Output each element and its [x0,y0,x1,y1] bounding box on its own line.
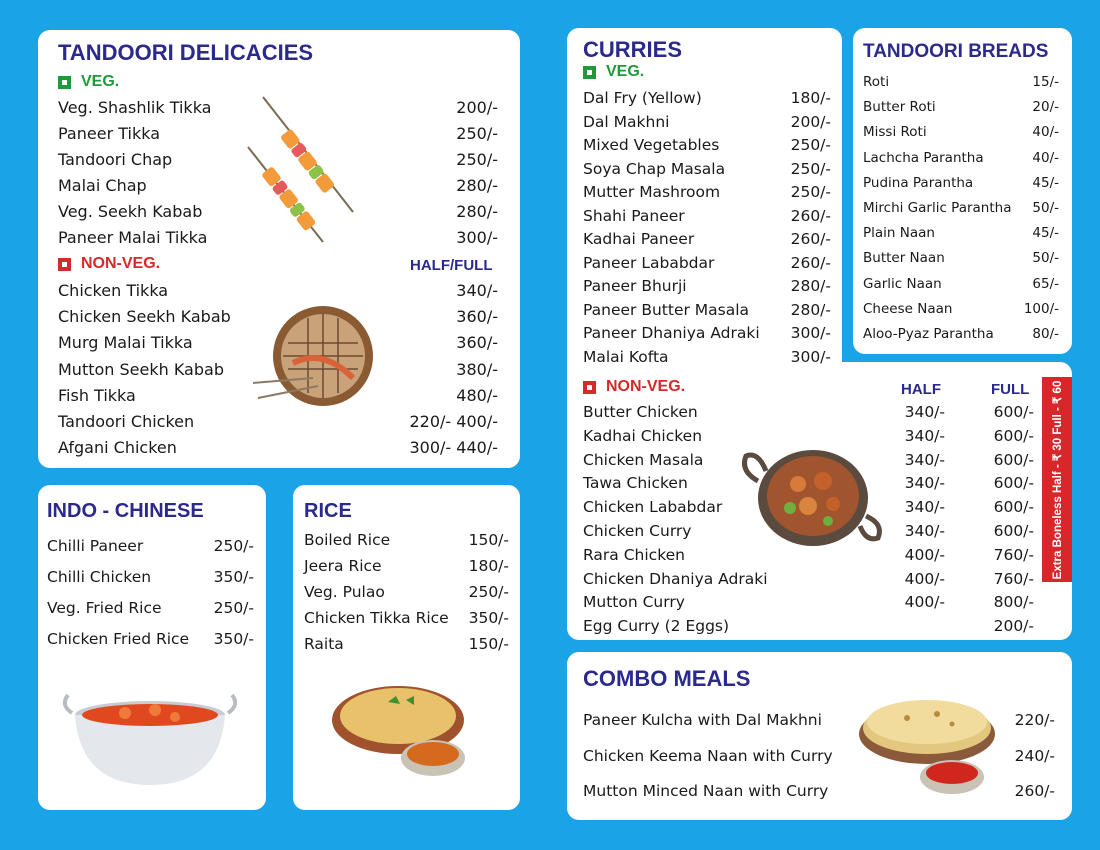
item-name: Veg. Pulao [304,583,385,601]
menu-item-half-price: 340/- [904,450,945,469]
item-price: 280/- [456,176,498,195]
menu-item-name: Egg Curry (2 Eggs) [583,617,730,636]
item-name: Tandoori Chicken [58,412,195,431]
item-name: Mutter Mashroom [583,183,721,201]
veg-mark-icon [583,66,596,79]
item-name: Paneer Dhaniya Adraki [583,324,760,342]
item-name: Raita [304,635,344,653]
item-price: 350/- [213,630,254,648]
menu-item-name: Chicken Curry [583,522,692,540]
item-name: Paneer Butter Masala [583,300,750,319]
item-price: 80/- [1032,326,1059,342]
item-name: Cheese Naan [863,300,953,317]
item-price: 20/- [1032,99,1059,116]
item-price: 180/- [790,89,831,107]
item-name: Mirchi Garlic Parantha [863,200,1012,216]
curries-nonveg-heading [583,378,685,396]
item-name: Aloo-Pyaz Parantha [863,326,994,342]
menu-item [583,254,831,272]
menu-item [583,183,831,201]
item-name: Chicken Seekh Kabab [58,307,231,327]
item-name: Fish Tikka [58,385,136,405]
menu-item-name: Mutton Curry [583,593,685,612]
item-price: 50/- [1032,250,1059,267]
item-price: 300/- [456,228,498,247]
item-price: 240/- [1014,746,1055,765]
item-name: Butter Roti [863,99,936,116]
combo-meals-title: COMBO MEALS [583,666,751,691]
item-price: 15/- [1032,74,1059,90]
menu-item [863,150,1059,166]
tandoori-breads-title: TANDOORI BREADS [863,41,1049,62]
menu-item [583,277,831,295]
item-price: 280/- [790,277,831,295]
menu-item [304,531,509,549]
curries-half-header: HALF [901,381,941,398]
item-price: 250/- [790,183,831,201]
item-name: Garlic Naan [863,275,942,292]
item-name: Plain Naan [863,225,935,242]
menu-item-half-price: 400/- [904,569,945,588]
item-name: Paneer Kulcha with Dal Makhni [583,711,822,729]
curries-title: CURRIES [583,37,683,62]
menu-item-full-price: 760/- [993,569,1034,588]
menu-item-name: Chicken Lababdar [583,498,723,517]
item-price: 65/- [1032,275,1059,292]
item-price: 50/- [1032,200,1059,216]
menu-item-half-price: 400/- [904,593,945,612]
menu-item-full-price: 600/- [993,426,1034,445]
menu-item-half-price: 340/- [904,403,945,421]
menu-item-half-price: 340/- [904,522,945,540]
indo-chinese-title: INDO - CHINESE [47,500,204,522]
item-name: Afgani Chicken [58,438,177,458]
item-price: 350/- [213,568,254,586]
item-price: 250/- [213,599,254,617]
extra-boneless-ribbon [1042,377,1072,582]
menu-item [47,630,254,648]
item-price: 260/- [790,206,831,225]
item-name: Soya Chap Masala [583,159,726,178]
menu-item-half-price: 340/- [904,426,945,445]
item-price: 220/- [1014,711,1055,729]
item-name: Veg. Fried Rice [47,599,162,617]
item-name: Paneer Malai Tikka [58,228,208,247]
item-name: Boiled Rice [304,531,391,549]
menu-item [863,99,1059,115]
rice-bowl-icon [328,680,478,790]
item-price: 220/- 400/- [409,412,498,431]
menu-item-half-price: 340/- [904,474,945,493]
menu-item-full-price: 600/- [993,403,1034,421]
item-name: Missi Roti [863,124,927,141]
item-name: Dal Makhni [583,112,670,131]
item-price: 200/- [790,112,831,131]
item-name: Paneer Bhurji [583,277,687,295]
item-price: 280/- [790,300,831,319]
item-name: Paneer Tikka [58,124,161,143]
item-name: Pudina Parantha [863,174,974,191]
item-name: Mutton Minced Naan with Curry [583,782,829,800]
item-name: Chicken Tikka Rice [304,609,449,627]
tandoor-grill-icon [253,298,383,418]
menu-item [58,438,498,457]
item-price: 40/- [1032,149,1059,166]
item-name: Mutton Seekh Kabab [58,359,224,379]
item-price: 250/- [456,124,498,143]
item-price: 350/- [468,609,509,627]
item-price: 380/- [456,359,498,379]
menu-item [47,568,254,586]
item-price: 250/- [456,150,498,169]
menu-item [583,348,831,366]
tandoori-breads-panel [853,28,1072,354]
menu-item-full-price: 600/- [993,522,1034,540]
item-price: 360/- [456,333,498,353]
item-name: Malai Kofta [583,347,669,366]
menu-item-full-price: 600/- [993,474,1034,493]
item-name: Murg Malai Tikka [58,333,193,353]
menu-item [863,74,1059,90]
kadhai-pan-icon [738,436,888,556]
menu-item [863,250,1059,266]
menu-item-full-price: 600/- [993,498,1034,517]
item-price: 45/- [1032,174,1059,191]
item-name: Mixed Vegetables [583,136,720,154]
item-price: 280/- [456,202,498,221]
menu-item [583,89,831,107]
item-price: 45/- [1032,225,1059,242]
item-name: Chilli Chicken [47,568,152,586]
menu-item [863,225,1059,241]
curries-veg-label: VEG. [606,63,645,80]
item-price: 480/- [456,385,498,405]
item-name: Veg. Shashlik Tikka [58,98,212,117]
menu-item [47,599,254,617]
menu-item [304,609,509,627]
item-price: 250/- [468,583,509,601]
curry-bowl-icon [60,685,240,795]
menu-item-half-price: 400/- [904,545,945,564]
nonveg-mark-icon [583,381,596,394]
item-price: 300/- 440/- [409,438,498,458]
item-price: 250/- [213,537,254,555]
item-name: Lachcha Parantha [863,149,984,166]
item-name: Paneer Lababdar [583,253,715,272]
menu-item-name: Kadhai Chicken [583,426,703,445]
menu-item [583,207,831,225]
tandoori-nonveg-label: NON-VEG. [81,255,161,272]
menu-item [304,583,509,601]
item-price: 150/- [468,635,509,653]
menu-item [583,301,831,319]
menu-item-full-price: 760/- [993,545,1034,564]
menu-item [863,175,1059,191]
skewer-kebab-icon [243,92,373,252]
menu-item-full-price: 800/- [993,593,1034,612]
extra-boneless-text: Extra Boneless Half - ₹ 30 Full - ₹ 60 [1052,380,1064,579]
menu-item-half-price: 340/- [904,498,945,517]
menu-item [863,124,1059,140]
combo-meals-panel [567,652,1072,820]
menu-item [47,537,254,555]
item-price: 100/- [1023,300,1059,317]
menu-item-name: Butter Chicken [583,403,698,421]
curries-full-header: FULL [991,381,1030,398]
menu-item [863,276,1059,292]
item-price: 300/- [790,347,831,366]
item-name: Tandoori Chap [58,150,173,169]
item-price: 180/- [468,557,509,575]
item-name: Veg. Seekh Kabab [58,202,203,221]
item-price: 200/- [456,98,498,117]
curries-veg-heading [583,63,644,81]
tandoori-nonveg-heading [58,255,160,273]
item-price: 260/- [790,230,831,248]
item-name: Jeera Rice [304,557,382,575]
rice-panel [293,485,520,810]
item-name: Chicken Tikka [58,281,169,300]
indo-chinese-panel [38,485,266,810]
menu-item [304,635,509,653]
item-price: 250/- [790,136,831,154]
item-name: Dal Fry (Yellow) [583,89,702,107]
item-price: 150/- [468,531,509,549]
item-name: Kadhai Paneer [583,230,695,248]
tandoori-half-full-header: HALF/FULL [410,257,493,274]
item-name: Chilli Paneer [47,537,144,555]
menu-item [863,301,1059,317]
item-price: 40/- [1032,124,1059,141]
menu-item-name: Chicken Masala [583,450,704,469]
menu-item [304,557,509,575]
item-name: Chicken Fried Rice [47,630,190,648]
tandoori-veg-label: VEG. [81,73,120,90]
rice-title: RICE [304,500,352,522]
menu-item [583,136,831,154]
menu-item [863,326,1059,342]
menu-item [583,160,831,178]
item-price: 340/- [456,281,498,300]
item-price: 260/- [790,253,831,272]
veg-mark-icon [58,76,71,89]
menu-item-name: Rara Chicken [583,545,685,564]
menu-item-name: Tawa Chicken [583,474,688,493]
menu-item [863,200,1059,216]
naan-stack-icon [857,692,1002,802]
menu-item [583,324,831,342]
menu-item-full-price: 600/- [993,450,1034,469]
tandoori-delicacies-title: TANDOORI DELICACIES [58,40,314,65]
tandoori-veg-heading [58,73,119,91]
item-name: Butter Naan [863,250,945,267]
item-name: Malai Chap [58,176,147,195]
menu-item [583,113,831,131]
tandoori-delicacies-panel [38,30,520,468]
menu-item-full-price: 200/- [993,617,1034,636]
menu-item-name: Chicken Dhaniya Adraki [583,569,768,588]
curries-nonveg-label: NON-VEG. [606,378,686,395]
item-price: 360/- [456,307,498,327]
menu-item [583,230,831,248]
item-name: Roti [863,74,890,90]
item-price: 260/- [1014,782,1055,800]
item-price: 250/- [790,159,831,178]
item-name: Shahi Paneer [583,206,685,225]
item-name: Chicken Keema Naan with Curry [583,746,833,765]
item-price: 300/- [790,324,831,342]
nonveg-mark-icon [58,258,71,271]
